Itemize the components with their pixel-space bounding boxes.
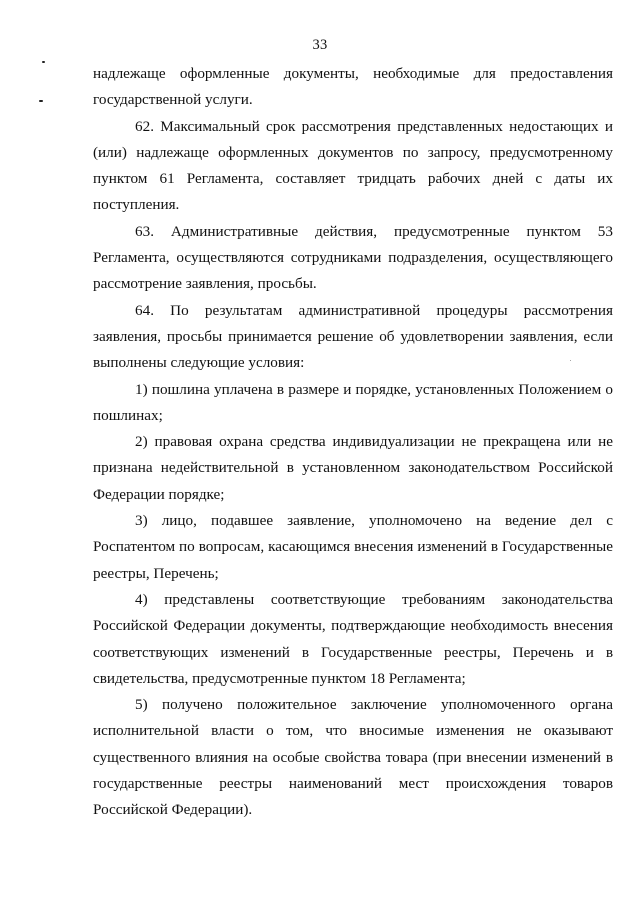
condition-item-1: 1) пошлина уплачена в размере и порядке, установленных Положением о пошлинах; (93, 380, 613, 424)
document-body (93, 61, 613, 824)
paragraph-64: 64. По результатам административной процедуры рассмотрения заявления, просьбы принимается решение об удовлетворении заявления, если выполнены следующие условия: (93, 301, 613, 372)
scan-artifact (42, 61, 45, 63)
condition-item-5: 5) получено положительное заключение уполномоченного органа исполнительной власти о том, что вносимые изменения не оказывают существенного влияния на особые свойства товара (при внесении изменений в государственные реестры наименований мест происхождения товаров Российской Федерации). (93, 696, 613, 819)
paragraph-63: 63. Административные действия, предусмотренные пунктом 53 Регламента, осуществляются сотрудниками подразделения, осуществляющего рассмотрение заявления, просьбы. (93, 222, 613, 293)
condition-item-4: 4) представлены соответствующие требованиям законодательства Российской Федерации документы, подтверждающие необходимость внесения соответствующих изменений в Государственные реестры, Перечень и в свидетельства, предусмотренные пунктом 18 Регламента; (93, 590, 613, 687)
scan-artifact (39, 100, 43, 102)
condition-item-2: 2) правовая охрана средства индивидуализации не прекращена или не признана недействительной в установленном законодательством Российской Федерации порядке; (93, 433, 613, 503)
condition-item-3: 3) лицо, подавшее заявление, уполномочено на ведение дел с Роспатентом по вопросам, касающимся внесения изменений в Государственные реестры, Перечень; (93, 512, 613, 582)
paragraph-continuation: надлежаще оформленные документы, необходимые для предоставления государственной услуги. (93, 65, 613, 109)
paragraph-62: 62. Максимальный срок рассмотрения представленных недостающих и (или) надлежаще оформленных документов по запросу, предусмотренному пунктом 61 Регламента, составляет тридцать рабочих дней с даты их поступления. (93, 117, 613, 214)
page-number: 33 (312, 37, 328, 53)
